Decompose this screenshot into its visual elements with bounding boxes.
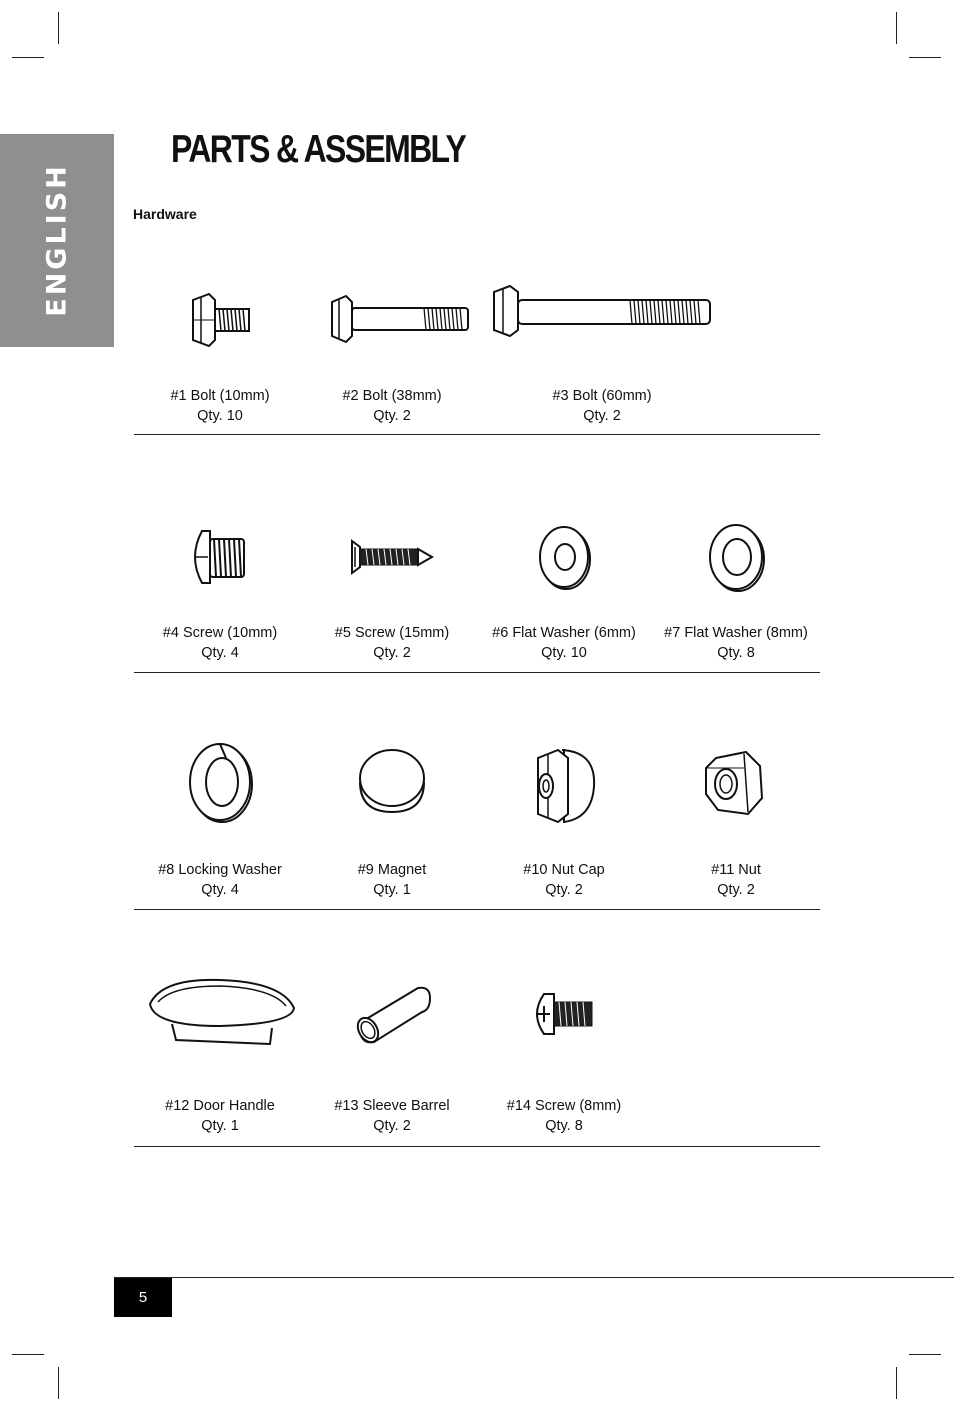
- crop-mark: [896, 1367, 897, 1399]
- part-item: [134, 517, 306, 667]
- part-name: #13 Sleeve Barrel: [334, 1098, 450, 1114]
- section-heading: Hardware: [133, 206, 197, 222]
- part-caption: [134, 860, 306, 900]
- language-label: ENGLISH: [41, 163, 73, 317]
- part-caption: [650, 860, 822, 900]
- locking-washer-icon: [180, 738, 260, 828]
- bolt-short-icon: [175, 280, 265, 360]
- part-qty: Qty. 2: [373, 408, 411, 424]
- row-divider: [134, 672, 820, 673]
- part-name: #11 Nut: [711, 862, 761, 878]
- part-caption: [650, 623, 822, 663]
- part-qty: Qty. 8: [545, 1118, 583, 1134]
- flat-washer-large-icon: [696, 517, 776, 597]
- page-title: PARTS & ASSEMBLY: [171, 128, 466, 171]
- part-caption: [306, 386, 478, 426]
- bolt-long-icon: [490, 280, 714, 350]
- part-item: [478, 738, 650, 900]
- crop-mark: [909, 1354, 941, 1355]
- part-item: [650, 738, 822, 900]
- part-qty: Qty. 8: [717, 645, 755, 661]
- part-caption: [134, 386, 306, 426]
- hex-nut-icon: [696, 738, 776, 828]
- part-item: [490, 280, 714, 430]
- door-handle-icon: [142, 974, 298, 1054]
- part-name: #5 Screw (15mm): [334, 625, 450, 641]
- part-qty: Qty. 1: [373, 882, 411, 898]
- part-qty: Qty. 10: [541, 645, 587, 661]
- flat-washer-icon: [524, 517, 604, 597]
- part-qty: Qty. 2: [373, 645, 411, 661]
- part-caption: [478, 1096, 650, 1136]
- part-caption: [134, 1096, 306, 1136]
- part-name: #2 Bolt (38mm): [342, 388, 442, 404]
- part-name: #6 Flat Washer (6mm): [492, 625, 636, 641]
- footer-rule: [114, 1277, 954, 1278]
- row-divider: [134, 1146, 820, 1147]
- part-name: #3 Bolt (60mm): [552, 388, 652, 404]
- bolt-medium-icon: [312, 280, 472, 360]
- part-name: #10 Nut Cap: [523, 862, 605, 878]
- part-qty: Qty. 2: [583, 408, 621, 424]
- crop-mark: [909, 57, 941, 58]
- part-item: [478, 517, 650, 667]
- part-item: [478, 974, 650, 1138]
- part-caption: [306, 1096, 478, 1136]
- part-qty: Qty. 10: [197, 408, 243, 424]
- part-qty: Qty. 1: [201, 1118, 239, 1134]
- part-item: [134, 738, 306, 900]
- language-tab: [0, 134, 114, 347]
- part-item: [134, 280, 306, 430]
- part-item: [134, 974, 306, 1138]
- crop-mark: [12, 57, 44, 58]
- crop-mark: [896, 12, 897, 44]
- part-caption: [306, 860, 478, 900]
- part-name: #14 Screw (8mm): [506, 1098, 622, 1114]
- crop-mark: [58, 1367, 59, 1399]
- part-item: [306, 738, 478, 900]
- screw-round-head-icon: [180, 517, 260, 597]
- part-qty: Qty. 4: [201, 645, 239, 661]
- part-name: #12 Door Handle: [165, 1098, 275, 1114]
- row-divider: [134, 909, 820, 910]
- part-caption: [478, 860, 650, 900]
- part-qty: Qty. 2: [545, 882, 583, 898]
- part-caption: [306, 623, 478, 663]
- nut-cap-icon: [524, 738, 604, 828]
- part-caption: [478, 623, 650, 663]
- row-divider: [134, 434, 820, 435]
- page-number: 5: [114, 1278, 172, 1317]
- part-caption: [134, 623, 306, 663]
- part-caption: [490, 386, 714, 426]
- sleeve-barrel-icon: [342, 974, 442, 1054]
- part-name: #7 Flat Washer (8mm): [664, 625, 808, 641]
- part-name: #4 Screw (10mm): [162, 625, 278, 641]
- part-name: #8 Locking Washer: [158, 862, 282, 878]
- part-item: [306, 517, 478, 667]
- part-name: #9 Magnet: [357, 862, 427, 878]
- part-item: [306, 974, 478, 1138]
- screw-phillips-icon: [524, 974, 604, 1054]
- crop-mark: [58, 12, 59, 44]
- magnet-icon: [352, 738, 432, 828]
- part-name: #1 Bolt (10mm): [170, 388, 270, 404]
- part-qty: Qty. 4: [201, 882, 239, 898]
- crop-mark: [12, 1354, 44, 1355]
- part-qty: Qty. 2: [373, 1118, 411, 1134]
- part-item: [650, 517, 822, 667]
- part-item: [306, 280, 478, 430]
- part-qty: Qty. 2: [717, 882, 755, 898]
- screw-flat-head-icon: [342, 517, 442, 597]
